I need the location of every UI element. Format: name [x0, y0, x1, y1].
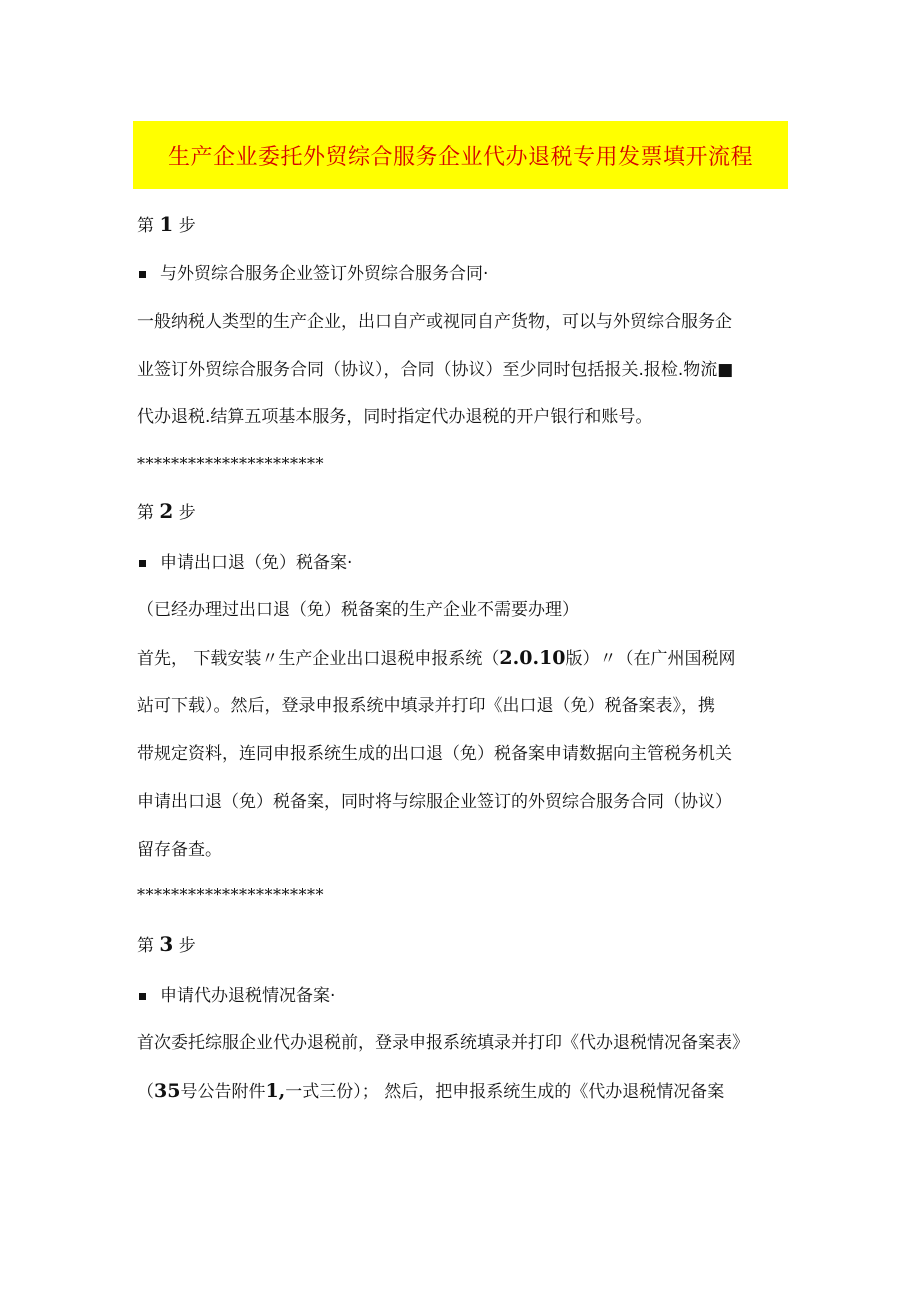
bullet-square-icon [139, 993, 146, 1000]
attachment-number: 1, [265, 1080, 286, 1102]
title-banner [133, 121, 788, 189]
step-1-paragraph-line-3: 代办退税.结算五项基本服务，同时指定代办退税的开户银行和账号。 [137, 407, 653, 427]
step-3-line-2-part-a: （ [137, 1082, 154, 1102]
step-1-number: 1 [159, 212, 174, 236]
step-2-paragraph-line-2: 站可下载）。然后，登录申报系统中填录并打印《出口退（免）税备案表》，携 [137, 696, 715, 716]
step-1-paragraph-line-1: 一般纳税人类型的生产企业，出口自产或视同自产货物，可以与外贸综合服务企 [137, 312, 732, 332]
step-1-prefix: 第 [137, 216, 154, 236]
step-3-bullet-item [137, 984, 335, 1008]
step-2-line-1-part-a: 首先， 下载安装〃生产企业出口退税申报系统（ [137, 649, 500, 669]
step-1-bullet-text: 与外贸综合服务企业签订外贸综合服务合同· [160, 264, 489, 284]
step-1-suffix: 步 [178, 216, 196, 236]
step-3-prefix: 第 [137, 936, 154, 956]
step-1-heading [137, 212, 196, 238]
bullet-square-icon [139, 271, 146, 278]
step-2-bullet-item [137, 551, 352, 575]
bullet-square-icon [139, 560, 146, 567]
step-3-paragraph-line-1: 首次委托综服企业代办退税前，登录申报系统填录并打印《代办退税情况备案表》 [137, 1033, 749, 1053]
step-2-note: （已经办理过出口退（免）税备案的生产企业不需要办理） [137, 600, 579, 620]
step-2-heading [137, 499, 196, 525]
step-3-line-2-part-c: 号公告附件 [180, 1082, 266, 1102]
step-3-heading [137, 932, 196, 958]
step-3-bullet-text: 申请代办退税情况备案· [160, 986, 336, 1006]
step-3-paragraph-line-2 [137, 1079, 724, 1104]
step-1-bullet-item [137, 262, 488, 286]
software-version: 2.0.10 [499, 647, 566, 669]
separator-1: ********************** [137, 454, 324, 473]
step-2-suffix: 步 [178, 503, 196, 523]
step-2-line-1-part-c: 版）〃（在广州国税网 [565, 649, 736, 669]
step-2-bullet-text: 申请出口退（免）税备案· [160, 553, 353, 573]
document-title: 生产企业委托外贸综合服务企业代办退税专用发票填开流程 [167, 144, 753, 170]
step-2-prefix: 第 [137, 503, 154, 523]
step-3-suffix: 步 [178, 936, 196, 956]
step-2-paragraph-line-5: 留存备查。 [137, 840, 222, 860]
step-1-paragraph-line-2: 业签订外贸综合服务合同（协议），合同（协议）至少同时包括报关.报检.物流■ [137, 360, 734, 380]
step-2-paragraph-line-3: 带规定资料，连同申报系统生成的出口退（免）税备案申请数据向主管税务机关 [137, 744, 732, 764]
announcement-number: 35 [154, 1080, 181, 1102]
separator-2: ********************** [137, 885, 324, 904]
step-2-paragraph-line-1 [137, 646, 736, 671]
step-2-paragraph-line-4: 申请出口退（免）税备案，同时将与综服企业签订的外贸综合服务合同（协议） [137, 792, 732, 812]
step-2-number: 2 [159, 499, 174, 523]
step-3-number: 3 [159, 932, 174, 956]
step-3-line-2-part-e: 一式三份）； 然后，把申报系统生成的《代办退税情况备案 [285, 1082, 725, 1102]
